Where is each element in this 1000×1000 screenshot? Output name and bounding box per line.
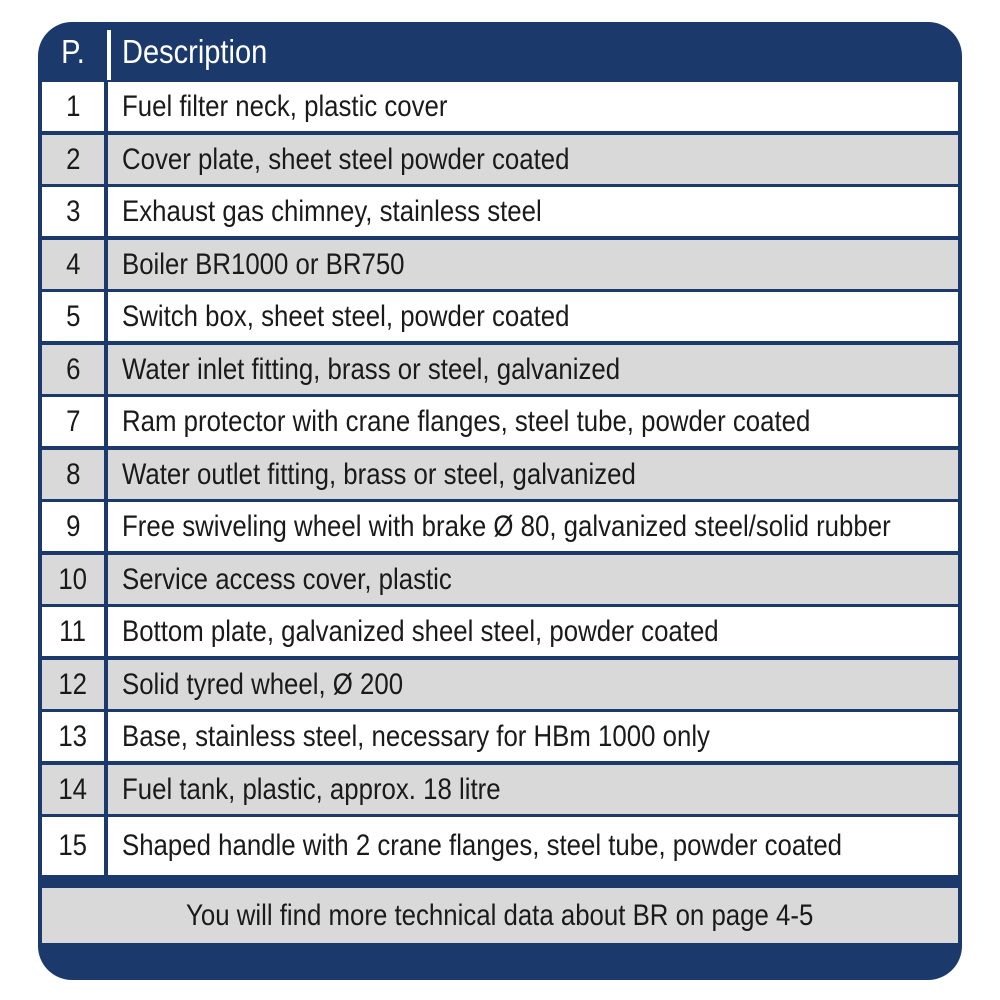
table-row [42, 240, 958, 289]
position-cell: 13 [42, 712, 104, 761]
description-cell: Switch box, sheet steel, powder coated [108, 292, 958, 341]
description-cell: Fuel tank, plastic, approx. 18 litre [108, 765, 958, 814]
table-row [42, 817, 958, 875]
position-cell: 6 [42, 345, 104, 394]
position-cell: 2 [42, 135, 104, 184]
position-cell: 3 [42, 187, 104, 236]
position-cell: 9 [42, 502, 104, 551]
description-cell: Water inlet fitting, brass or steel, galvanized [108, 345, 958, 394]
description-cell: Base, stainless steel, necessary for HBm 1000 only [108, 712, 958, 761]
position-cell: 11 [42, 607, 104, 656]
description-cell: Cover plate, sheet steel powder coated [108, 135, 958, 184]
description-cell: Fuel filter neck, plastic cover [108, 82, 958, 131]
description-cell: Exhaust gas chimney, stainless steel [108, 187, 958, 236]
description-cell: Service access cover, plastic [108, 555, 958, 604]
table-header [38, 22, 962, 82]
table-row [42, 135, 958, 184]
position-cell: 5 [42, 292, 104, 341]
table-row [42, 660, 958, 709]
description-cell: Free swiveling wheel with brake Ø 80, galvanized steel/solid rubber [108, 502, 958, 551]
table-row [42, 345, 958, 394]
table-row [42, 450, 958, 499]
position-cell: 4 [42, 240, 104, 289]
table-row [42, 712, 958, 761]
description-cell: Bottom plate, galvanized sheel steel, powder coated [108, 607, 958, 656]
parts-table [38, 22, 962, 980]
position-cell: 15 [42, 817, 104, 875]
table-row [42, 555, 958, 604]
header-separator [107, 30, 111, 80]
table-row [42, 502, 958, 551]
table-footer-note [42, 888, 958, 943]
position-cell: 8 [42, 450, 104, 499]
footer-note-text: You will find more technical data about BR on page 4-5 [186, 899, 814, 932]
table-body [42, 82, 958, 879]
table-row [42, 82, 958, 131]
position-cell: 12 [42, 660, 104, 709]
table-row [42, 292, 958, 341]
header-description: Description [122, 33, 268, 70]
description-cell: Water outlet fitting, brass or steel, galvanized [108, 450, 958, 499]
position-cell: 1 [42, 82, 104, 131]
position-cell: 10 [42, 555, 104, 604]
description-cell: Solid tyred wheel, Ø 200 [108, 660, 958, 709]
table-row [42, 607, 958, 656]
description-cell: Boiler BR1000 or BR750 [108, 240, 958, 289]
description-cell: Shaped handle with 2 crane flanges, steel tube, powder coated [108, 817, 958, 875]
table-row [42, 187, 958, 236]
header-position: P. [61, 33, 85, 70]
position-cell: 7 [42, 397, 104, 446]
position-cell: 14 [42, 765, 104, 814]
table-row [42, 397, 958, 446]
description-cell: Ram protector with crane flanges, steel tube, powder coated [108, 397, 958, 446]
table-row [42, 765, 958, 814]
